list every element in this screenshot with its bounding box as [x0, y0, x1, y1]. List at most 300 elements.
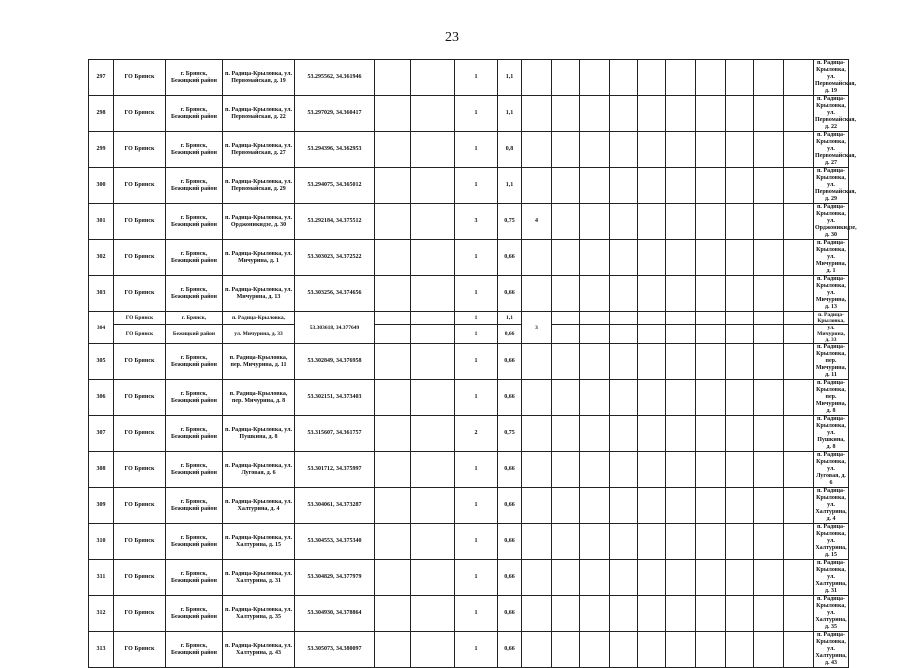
cell-e8	[696, 416, 726, 452]
cell-e10	[754, 132, 784, 168]
cell-vol: 1,1	[498, 60, 522, 96]
cell-addr_right: п. Радица-Крыловка, ул. Халтурина, д. 4	[815, 488, 847, 522]
cell-e7	[666, 344, 696, 380]
cell-coords: 53.315607, 34.361757	[295, 416, 375, 452]
cell-n: 308	[89, 452, 114, 488]
cell-qty: 1	[455, 96, 498, 132]
cell-e6	[638, 596, 666, 632]
cell-qty: 1	[455, 452, 498, 488]
cell-e3	[552, 452, 580, 488]
cell-vol: 0,66	[498, 276, 522, 312]
cell-mo: ГО Брянск	[114, 60, 166, 96]
cell-mo: ГО Брянск	[114, 204, 166, 240]
cell-e9	[726, 488, 754, 524]
cell-coords: 53.301712, 34.375997	[295, 452, 375, 488]
table-row	[89, 416, 849, 452]
cell-e2	[411, 204, 455, 240]
cell-e1	[375, 632, 411, 668]
cell-mo: ГО Брянск	[114, 524, 166, 560]
cell-address: п. Радица-Крыловка, ул. Халтурина, д. 4	[223, 488, 295, 524]
cell-e8	[696, 312, 726, 325]
cell-e9	[726, 168, 754, 204]
cell-coords: 53.297029, 34.360417	[295, 96, 375, 132]
cell-e2	[411, 240, 455, 276]
cell-e2	[411, 325, 455, 344]
cell-e7	[666, 312, 696, 325]
cell-e3	[552, 632, 580, 668]
cell-e4	[580, 488, 610, 524]
table-row	[89, 596, 849, 632]
cell-c3: 4	[522, 204, 552, 240]
cell-e10	[754, 168, 784, 204]
cell-e9	[726, 60, 754, 96]
cell-address: п. Радица-Крыловка, ул. Халтурина, д. 43	[223, 632, 295, 668]
cell-c3: 3	[522, 312, 552, 344]
cell-e8	[696, 132, 726, 168]
cell-coords: 53.302151, 34.373403	[295, 380, 375, 416]
cell-coords: 53.305073, 34.380097	[295, 632, 375, 668]
cell-c3	[522, 276, 552, 312]
cell-e9	[726, 312, 754, 325]
cell-addr_right: п. Радица-Крыловка, ул. Луговая, д. 6	[814, 452, 849, 488]
cell-coords: 53.295562, 34.361946	[295, 60, 375, 96]
cell-coords: 53.294075, 34.365012	[295, 168, 375, 204]
cell-e11	[784, 560, 814, 596]
cell-c3	[522, 596, 552, 632]
cell-district: г. Брянск, Бежицкий район	[166, 344, 223, 380]
cell-e7	[666, 132, 696, 168]
cell-e2	[411, 488, 455, 524]
cell-e8	[696, 524, 726, 560]
cell-district: г. Брянск, Бежицкий район	[166, 96, 223, 132]
cell-n: 311	[89, 560, 114, 596]
cell-e2	[411, 524, 455, 560]
cell-address: п. Радица-Крыловка, ул. Орджоникидзе, д. 30	[223, 204, 295, 240]
cell-e2	[411, 416, 455, 452]
cell-e1	[375, 488, 411, 524]
table-row	[89, 632, 849, 668]
cell-e1	[375, 380, 411, 416]
cell-c3	[522, 60, 552, 96]
cell-e9	[726, 560, 754, 596]
cell-e2	[411, 168, 455, 204]
registry-body	[89, 60, 857, 668]
cell-e8	[696, 96, 726, 132]
cell-c3	[522, 380, 552, 416]
cell-e11	[784, 344, 814, 380]
cell-district: г. Брянск, Бежицкий район	[166, 596, 223, 632]
cell-e11	[784, 632, 814, 668]
cell-e11	[784, 60, 814, 96]
cell-e3	[552, 380, 580, 416]
cell-e3	[552, 312, 580, 325]
cell-mo: ГО Брянск	[114, 380, 166, 416]
cell-e1	[375, 312, 411, 325]
cell-district: г. Брянск, Бежицкий район	[166, 524, 223, 560]
cell-e5	[610, 325, 638, 344]
table-row	[89, 488, 849, 524]
cell-e4	[580, 168, 610, 204]
cell-e1	[375, 168, 411, 204]
cell-address: п. Радица-Крыловка, пер. Мичурина, д. 8	[223, 380, 295, 416]
cell-e1	[375, 276, 411, 312]
cell-vol: 0,66	[498, 560, 522, 596]
cell-e9	[726, 632, 754, 668]
cell-e8	[696, 344, 726, 380]
cell-e3	[552, 416, 580, 452]
cell-mo: ГО Брянск	[114, 488, 166, 524]
cell-e2	[411, 312, 455, 325]
cell-qty: 1	[455, 596, 498, 632]
cell-vol: 0,66	[498, 488, 522, 524]
cell-district: г. Брянск, Бежицкий район	[166, 560, 223, 596]
cell-e10	[754, 96, 784, 132]
cell-e7	[666, 325, 696, 344]
cell-vol: 0,66	[498, 240, 522, 276]
cell-district: Бежицкий район	[166, 325, 223, 344]
cell-e9	[726, 96, 754, 132]
cell-e6	[638, 204, 666, 240]
cell-e8	[696, 380, 726, 416]
cell-address: п. Радица-Крыловка, ул. Первомайская, д. 29	[223, 168, 295, 204]
cell-e4	[580, 204, 610, 240]
cell-coords: 53.304553, 34.375340	[295, 524, 375, 560]
cell-e1	[375, 524, 411, 560]
cell-mo: ГО Брянск	[114, 344, 166, 380]
cell-e5	[610, 132, 638, 168]
cell-n: 310	[89, 524, 114, 560]
cell-e3	[552, 96, 580, 132]
cell-addr_right: п. Радица-Крыловка, ул. Пушкина, д. 8	[814, 416, 849, 452]
cell-e11	[784, 452, 814, 488]
cell-e7	[666, 524, 696, 560]
cell-e2	[411, 96, 455, 132]
cell-district: г. Брянск, Бежицкий район	[166, 452, 223, 488]
cell-e5	[610, 488, 638, 524]
cell-c3	[522, 488, 552, 524]
cell-mo: ГО Брянск	[114, 276, 166, 312]
cell-e4	[580, 344, 610, 380]
table-row	[89, 240, 849, 276]
cell-qty: 1	[455, 60, 498, 96]
cell-e8	[696, 325, 726, 344]
cell-e10	[754, 204, 784, 240]
cell-e3	[552, 60, 580, 96]
table-row	[89, 276, 849, 312]
cell-e7	[666, 168, 696, 204]
cell-coords: 53.304930, 34.378864	[295, 596, 375, 632]
cell-qty: 1	[455, 524, 498, 560]
cell-district: г. Брянск, Бежицкий район	[166, 132, 223, 168]
cell-e7	[666, 596, 696, 632]
cell-e9	[726, 276, 754, 312]
cell-e11	[784, 240, 814, 276]
cell-e8	[696, 276, 726, 312]
cell-coords: 53.302849, 34.376958	[295, 344, 375, 380]
cell-e9	[726, 416, 754, 452]
cell-e10	[754, 240, 784, 276]
cell-district: г. Брянск,	[166, 312, 223, 325]
cell-addr_right: п. Радица-Крыловка, пер. Мичурина, д. 8	[814, 380, 849, 416]
cell-e11	[784, 325, 814, 344]
cell-e2	[411, 132, 455, 168]
cell-e5	[610, 596, 638, 632]
cell-e11	[784, 524, 814, 560]
cell-qty: 3	[455, 204, 498, 240]
table-row	[89, 60, 849, 96]
cell-e8	[696, 560, 726, 596]
cell-district: г. Брянск, Бежицкий район	[166, 60, 223, 96]
cell-e11	[784, 488, 814, 524]
cell-qty: 1	[455, 240, 498, 276]
cell-e5	[610, 524, 638, 560]
cell-vol: 0,66	[498, 380, 522, 416]
cell-c3	[522, 168, 552, 204]
cell-e7	[666, 416, 696, 452]
page-number: 23	[445, 30, 459, 45]
cell-e1	[375, 416, 411, 452]
cell-e6	[638, 132, 666, 168]
cell-addr_right: п. Радица-Крыловка, ул. Мичурина, д. 1	[814, 240, 849, 276]
cell-c3	[522, 132, 552, 168]
cell-n: 305	[89, 344, 114, 380]
cell-district: г. Брянск, Бежицкий район	[166, 380, 223, 416]
cell-n: 307	[89, 416, 114, 452]
cell-e6	[638, 325, 666, 344]
cell-e4	[580, 276, 610, 312]
cell-e9	[726, 380, 754, 416]
cell-n: 304	[89, 312, 114, 344]
cell-e6	[638, 344, 666, 380]
cell-e5	[610, 204, 638, 240]
cell-e5	[610, 312, 638, 325]
cell-e10	[754, 596, 784, 632]
cell-e9	[726, 596, 754, 632]
cell-address: п. Радица-Крыловка, ул. Первомайская, д. 27	[223, 132, 295, 168]
cell-e4	[580, 60, 610, 96]
cell-n: 303	[89, 276, 114, 312]
cell-e5	[610, 168, 638, 204]
cell-address: п. Радица-Крыловка, ул. Первомайская, д. 22	[223, 96, 295, 132]
cell-e10	[754, 325, 784, 344]
cell-e10	[754, 276, 784, 312]
cell-e11	[784, 416, 814, 452]
cell-e2	[411, 60, 455, 96]
cell-vol: 0,66	[498, 452, 522, 488]
cell-e9	[726, 452, 754, 488]
cell-vol: 0,75	[498, 204, 522, 240]
cell-address: ул. Мичурина, д. 33	[223, 325, 295, 344]
cell-e9	[726, 524, 754, 560]
cell-e6	[638, 632, 666, 668]
cell-vol: 0,66	[498, 344, 522, 380]
cell-e9	[726, 132, 754, 168]
cell-coords: 53.292184, 34.375512	[295, 204, 375, 240]
cell-e7	[666, 560, 696, 596]
cell-e7	[666, 60, 696, 96]
cell-e10	[754, 524, 784, 560]
cell-e11	[784, 132, 814, 168]
cell-e3	[552, 204, 580, 240]
cell-mo: ГО Брянск	[114, 240, 166, 276]
cell-district: г. Брянск, Бежицкий район	[166, 416, 223, 452]
cell-e6	[638, 560, 666, 596]
cell-district: г. Брянск, Бежицкий район	[166, 168, 223, 204]
cell-mo: ГО Брянск	[114, 452, 166, 488]
cell-n: 301	[89, 204, 114, 240]
cell-e6	[638, 416, 666, 452]
cell-district: г. Брянск, Бежицкий район	[166, 632, 223, 668]
cell-n: 306	[89, 380, 114, 416]
cell-e4	[580, 325, 610, 344]
cell-e9	[726, 240, 754, 276]
cell-mo: ГО Брянск	[114, 596, 166, 632]
cell-e8	[696, 240, 726, 276]
cell-e4	[580, 560, 610, 596]
cell-e3	[552, 560, 580, 596]
cell-e7	[666, 380, 696, 416]
cell-e4	[580, 240, 610, 276]
registry-table	[88, 59, 857, 668]
cell-e2	[411, 276, 455, 312]
cell-address: п. Радица-Крыловка, ул. Халтурина, д. 15	[223, 524, 295, 560]
cell-e1	[375, 132, 411, 168]
cell-vol: 0,66	[498, 524, 522, 560]
cell-e2	[411, 596, 455, 632]
cell-district: г. Брянск, Бежицкий район	[166, 240, 223, 276]
cell-e3	[552, 596, 580, 632]
cell-e11	[784, 96, 814, 132]
cell-address: п. Радица-Крыловка, ул. Первомайская, д. 19	[223, 60, 295, 96]
cell-e5	[610, 452, 638, 488]
cell-e4	[580, 452, 610, 488]
cell-e7	[666, 632, 696, 668]
cell-e1	[375, 596, 411, 632]
cell-e1	[375, 560, 411, 596]
cell-mo: ГО Брянск	[114, 325, 166, 344]
cell-e11	[784, 276, 814, 312]
cell-qty: 1	[455, 312, 498, 325]
cell-e10	[754, 560, 784, 596]
cell-e5	[610, 344, 638, 380]
cell-e3	[552, 488, 580, 524]
cell-c3	[522, 344, 552, 380]
cell-addr_right: п. Радица-Крыловка, ул. Халтурина, д. 43	[815, 632, 847, 666]
table-row	[89, 380, 849, 416]
table-row	[89, 452, 849, 488]
cell-e4	[580, 632, 610, 668]
cell-e2	[411, 560, 455, 596]
cell-e10	[754, 452, 784, 488]
cell-e1	[375, 204, 411, 240]
cell-n: 298	[89, 96, 114, 132]
cell-e10	[754, 344, 784, 380]
cell-e6	[638, 168, 666, 204]
cell-vol: 1,1	[498, 168, 522, 204]
cell-e8	[696, 168, 726, 204]
cell-addr_right: п. Радица-Крыловка, ул. Орджоникидзе, д. 30	[815, 204, 857, 238]
cell-e1	[375, 344, 411, 380]
cell-addr_right: п. Радица-Крыловка,	[814, 312, 849, 325]
cell-e3	[552, 344, 580, 380]
cell-n: 300	[89, 168, 114, 204]
cell-qty: 1	[455, 276, 498, 312]
cell-e7	[666, 488, 696, 524]
cell-addr_right: п. Радица-Крыловка, ул. Халтурина, д. 31	[815, 560, 847, 594]
cell-qty: 1	[455, 132, 498, 168]
table-row	[89, 132, 849, 168]
cell-e10	[754, 60, 784, 96]
cell-e5	[610, 60, 638, 96]
cell-n: 313	[89, 632, 114, 668]
cell-addr_right: п. Радица-Крыловка, пер. Мичурина, д. 11	[814, 344, 849, 380]
cell-mo: ГО Брянск	[114, 416, 166, 452]
cell-e11	[784, 204, 814, 240]
cell-district: г. Брянск, Бежицкий район	[166, 204, 223, 240]
cell-e2	[411, 632, 455, 668]
cell-e4	[580, 416, 610, 452]
cell-e4	[580, 96, 610, 132]
cell-e8	[696, 488, 726, 524]
cell-e10	[754, 488, 784, 524]
cell-e6	[638, 60, 666, 96]
cell-addr_right: п. Радица-Крыловка, ул. Первомайская, д. 27	[815, 132, 857, 166]
cell-e6	[638, 96, 666, 132]
cell-addr_right: п. Радица-Крыловка, ул. Первомайская, д. 22	[815, 96, 857, 130]
cell-e7	[666, 452, 696, 488]
cell-e10	[754, 632, 784, 668]
cell-e5	[610, 632, 638, 668]
cell-e8	[696, 452, 726, 488]
cell-e3	[552, 276, 580, 312]
cell-c3	[522, 416, 552, 452]
cell-e10	[754, 416, 784, 452]
cell-vol: 0,66	[498, 596, 522, 632]
table-row	[89, 168, 849, 204]
cell-e5	[610, 380, 638, 416]
cell-e8	[696, 632, 726, 668]
cell-n: 299	[89, 132, 114, 168]
cell-e3	[552, 524, 580, 560]
cell-addr_right: п. Радица-Крыловка, ул. Первомайская, д. 29	[815, 168, 857, 202]
cell-c3	[522, 632, 552, 668]
cell-coords: 53.294396, 34.362953	[295, 132, 375, 168]
cell-c3	[522, 452, 552, 488]
cell-vol: 1,1	[498, 312, 522, 325]
cell-qty: 1	[455, 325, 498, 344]
cell-e10	[754, 312, 784, 325]
cell-e6	[638, 380, 666, 416]
cell-e11	[784, 380, 814, 416]
cell-vol: 0,8	[498, 132, 522, 168]
table-row	[89, 560, 849, 596]
cell-e9	[726, 344, 754, 380]
cell-e5	[610, 416, 638, 452]
cell-coords: 53.303618, 34.377649	[295, 312, 375, 344]
table-row	[89, 344, 849, 380]
cell-n: 309	[89, 488, 114, 524]
cell-e7	[666, 204, 696, 240]
cell-qty: 1	[455, 488, 498, 524]
cell-n: 297	[89, 60, 114, 96]
cell-addr_right: п. Радица-Крыловка, ул. Мичурина, д. 13	[814, 276, 849, 312]
cell-vol: 1,1	[498, 96, 522, 132]
cell-e6	[638, 312, 666, 325]
cell-e5	[610, 560, 638, 596]
cell-e4	[580, 596, 610, 632]
cell-e4	[580, 312, 610, 325]
cell-e7	[666, 96, 696, 132]
